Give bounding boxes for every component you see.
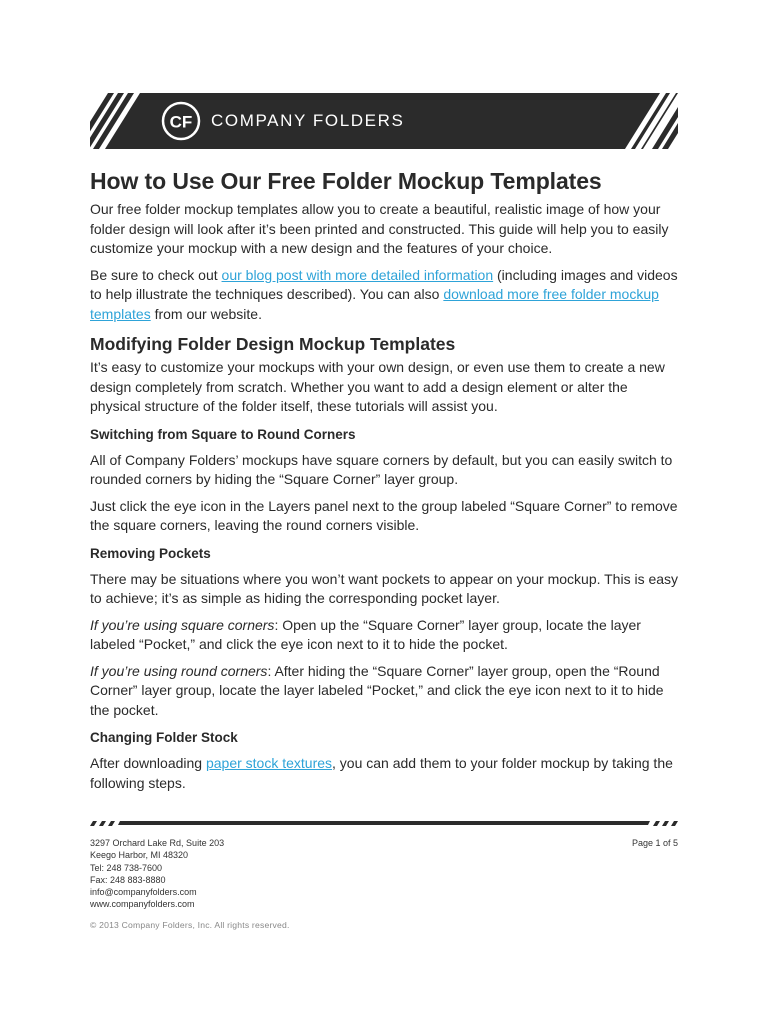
intro-links-paragraph: Be sure to check out our blog post with more detailed information (including images and videos to help illustrate the techniques described). You can also download more free folder mockup templates from our website. [90, 266, 678, 322]
section-heading-modifying: Modifying Folder Design Mockup Templates [90, 334, 456, 354]
subheading-corners: Switching from Square to Round Corners [90, 426, 356, 442]
brand-name: COMPANY FOLDERS [211, 111, 405, 130]
address-line-2: Keego Harbor, MI 48320 [90, 850, 189, 861]
document-body [90, 164, 680, 800]
footer-divider [90, 816, 678, 824]
subheading-pockets: Removing Pockets [90, 545, 211, 561]
footer [90, 837, 680, 931]
company-logo-icon [160, 100, 202, 142]
subheading-stock: Changing Folder Stock [90, 730, 238, 745]
round-lead: If you’re using round corners [90, 662, 268, 679]
paper-stock-textures-link[interactable]: paper stock textures [205, 755, 333, 771]
modifying-paragraph: It’s easy to customize your mockups with your own design, or even use them to create a new design completely from scratch. Whether you want to add a design element or alter the physical structure of the folder itself, these tutorials will assist you. [90, 359, 665, 414]
pockets-square-paragraph: If you’re using square corners: Open up the “Square Corner” layer group, locate the layer labeled “Pocket,” and click the eye icon next to it to hide the pocket. [90, 616, 641, 652]
download-templates-link[interactable]: download more free folder mockup templates [90, 286, 659, 322]
address-line-1: 3297 Orchard Lake Rd, Suite 203 [90, 838, 225, 848]
square-lead: If you’re using square corners [90, 616, 275, 633]
blog-post-link[interactable]: our blog post with more detailed information [221, 266, 494, 283]
pockets-paragraph-1: There may be situations where you won’t want pockets to appear on your mockup. This is easy to achieve; it’s as simple as hiding the corresponding pocket layer. [90, 570, 679, 606]
copyright: © 2013 Company Folders, Inc. All rights reserved. [90, 919, 290, 930]
contact-block [90, 837, 680, 911]
logo-letters: CF [169, 112, 193, 132]
telephone: Tel: 248 738-7600 [90, 862, 163, 873]
intro-paragraph: Our free folder mockup templates allow you to create a beautiful, realistic image of how your folder design will look after it’s been printed and constructed. This guide will help you to easily customize your mockup with a new design and the features of your choice. [90, 201, 669, 256]
page-title: How to Use Our Free Folder Mockup Templates [90, 168, 602, 194]
fax: Fax: 248 883-8880 [90, 874, 166, 885]
website[interactable]: www.companyfolders.com [90, 899, 195, 910]
email[interactable]: info@companyfolders.com [90, 887, 197, 898]
stock-paragraph: After downloading paper stock textures, you can add them to your folder mockup by taking the following steps. [90, 755, 673, 791]
page-number: Page 1 of 5 [631, 838, 678, 848]
corners-paragraph-1: All of Company Folders’ mockups have square corners by default, but you can easily switch to rounded corners by hiding the “Square Corner” layer group. [90, 451, 673, 487]
corners-paragraph-2: Just click the eye icon in the Layers panel next to the group labeled “Square Corner” to remove the square corners, leaving the round corners visible. [90, 497, 678, 533]
pockets-round-paragraph: If you’re using round corners: After hiding the “Square Corner” layer group, open the “Round Corner” layer group, locate the layer labeled “Pocket,” and click the eye icon next to it to hide the pocket. [90, 662, 664, 718]
